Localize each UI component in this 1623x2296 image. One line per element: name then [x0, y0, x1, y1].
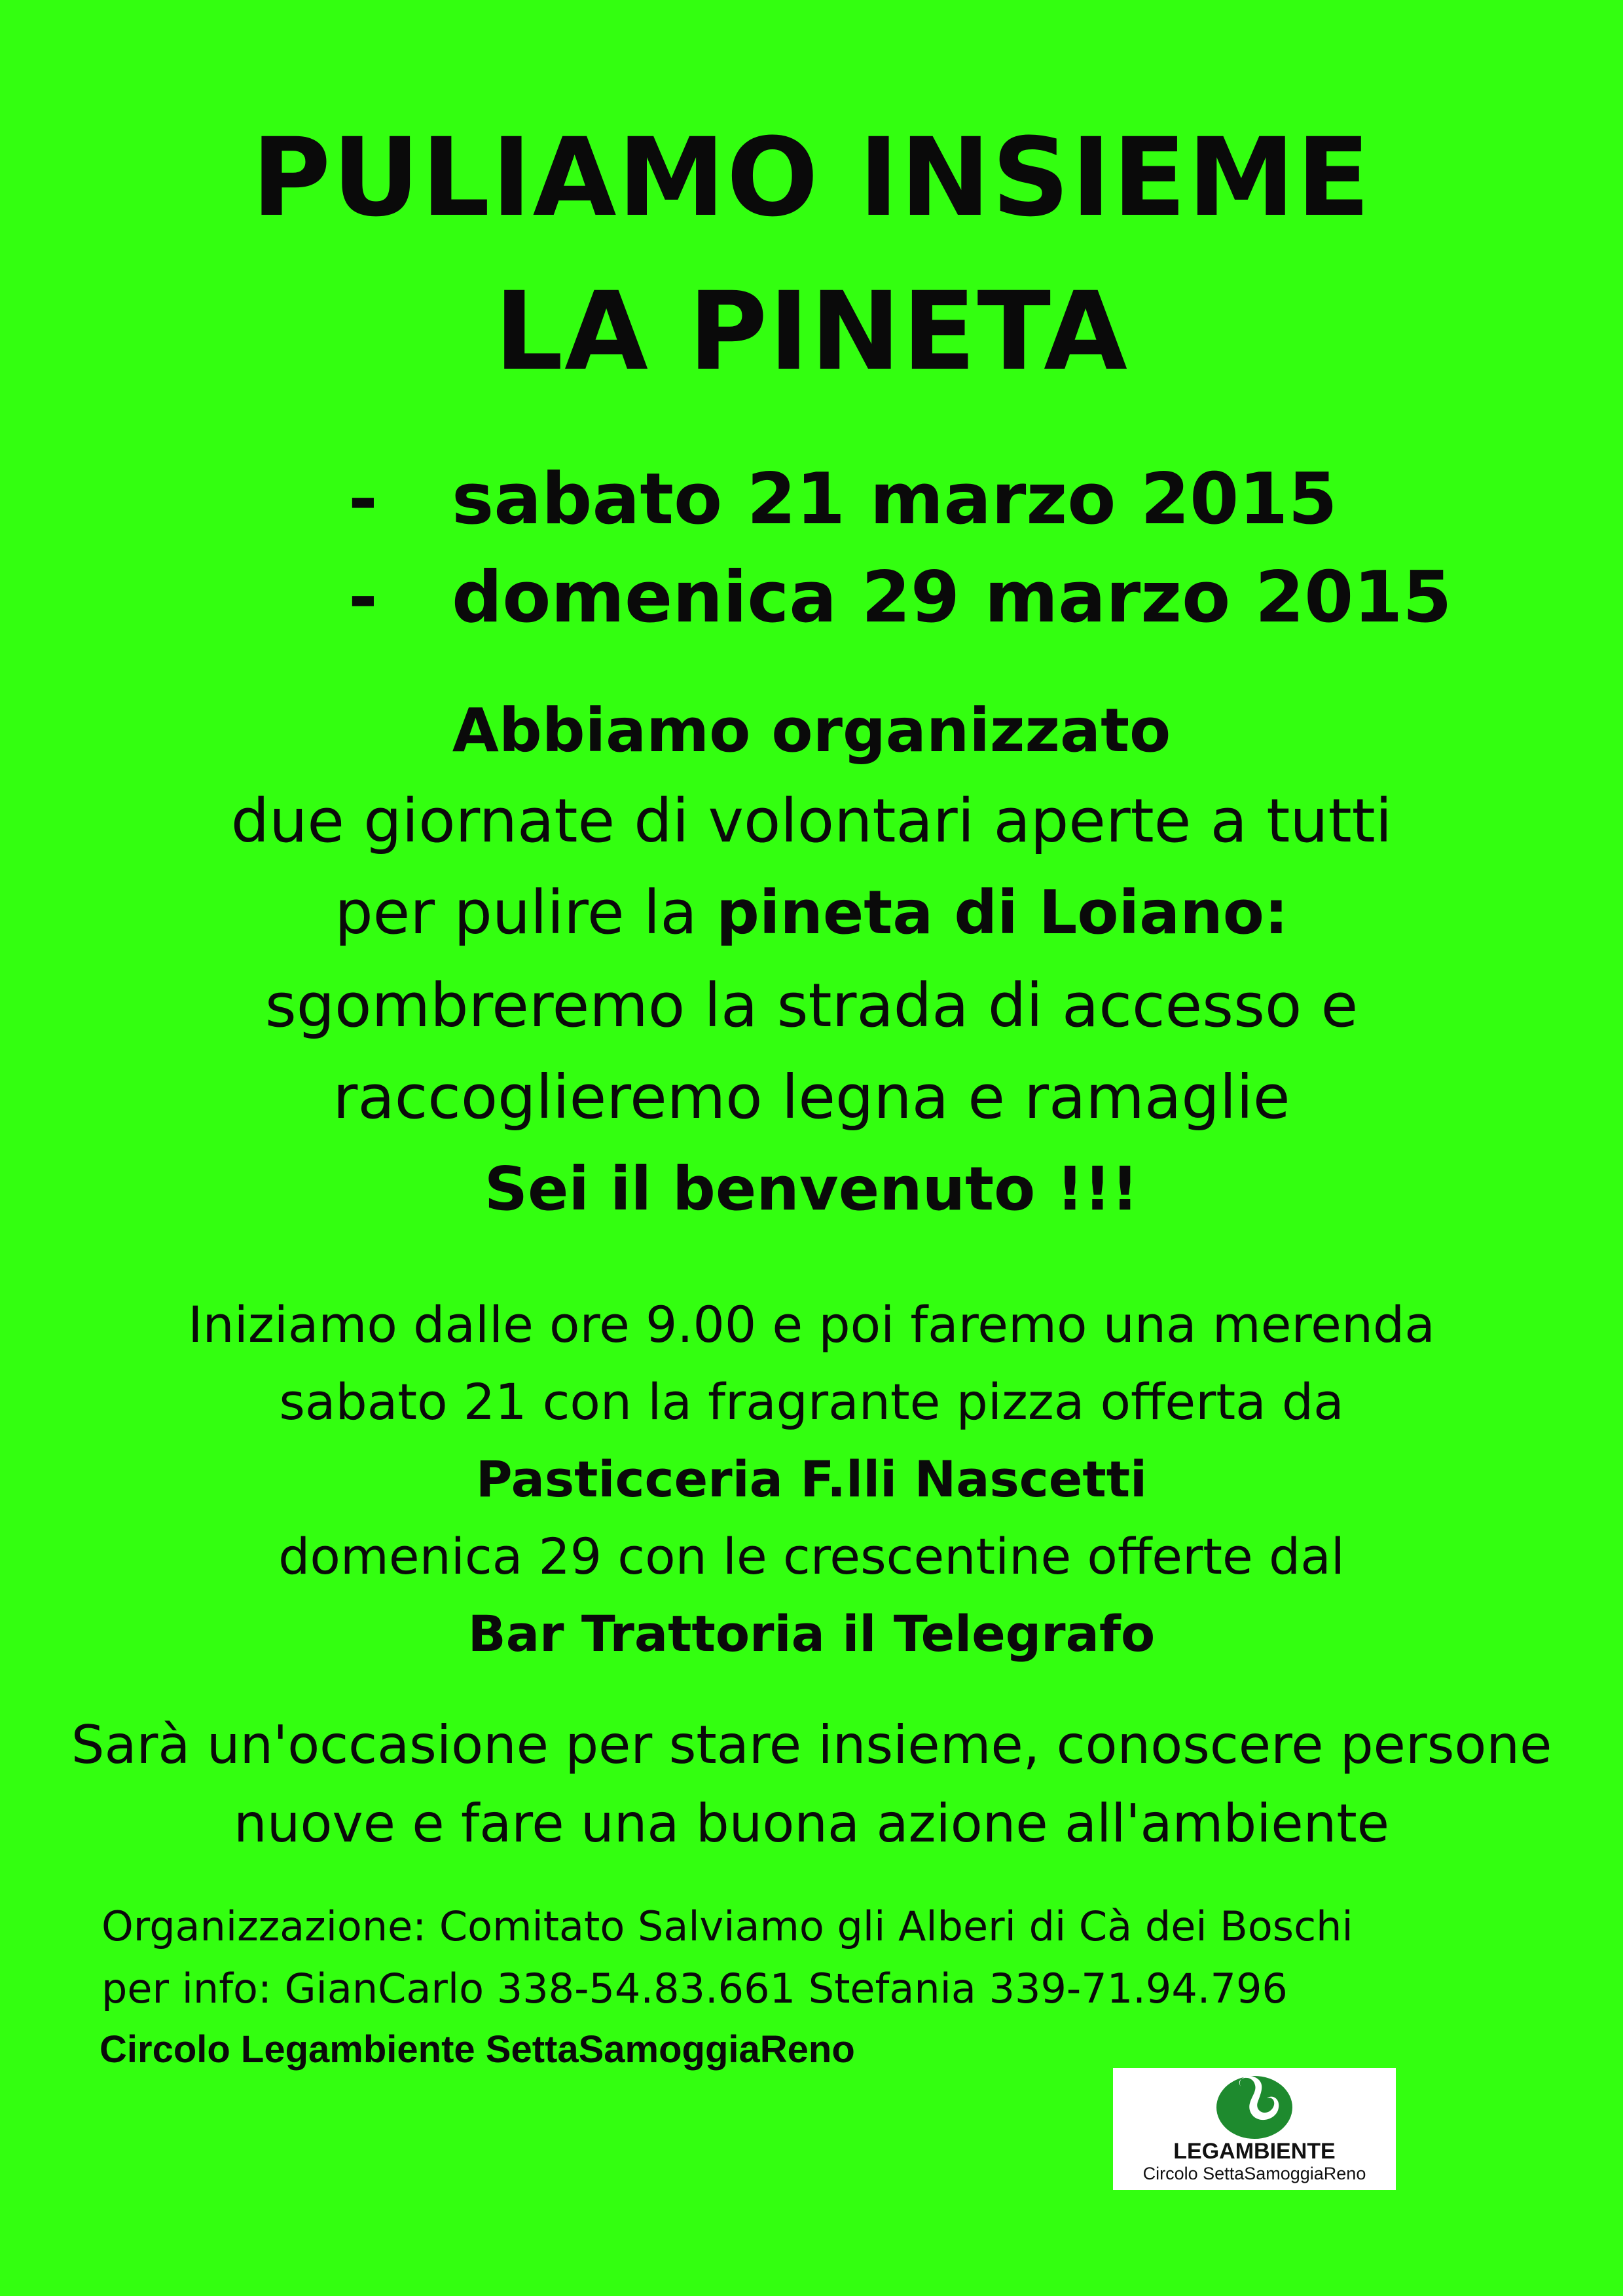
intro-line-5: raccoglieremo legna e ramaglie [333, 1062, 1290, 1132]
swan-icon [1214, 2068, 1294, 2141]
intro-line-3-prefix: per pulire la [335, 878, 716, 948]
intro-line-2: due giornate di volontari aperte a tutti [230, 786, 1393, 856]
intro-line-1: Abbiamo organizzato [452, 695, 1171, 766]
date-text: sabato 21 marzo 2015 [452, 458, 1338, 540]
title-line-2: LA PINETA [494, 268, 1129, 394]
logo-subtitle: Circolo SettaSamoggiaReno [1142, 2164, 1366, 2183]
welcome-line: Sei il benvenuto !!! [484, 1154, 1139, 1224]
schedule-line-4: domenica 29 con le crescentine offerte dal [278, 1527, 1345, 1585]
circolo-text: Circolo Legambiente SettaSamoggiaReno [100, 2028, 855, 2071]
organizer-text: Organizzazione: Comitato Salviamo gli Alberi di Cà dei Boschi [101, 1902, 1353, 1950]
date-text: domenica 29 marzo 2015 [452, 557, 1452, 639]
closing-line-2: nuove e fare una buona azione all'ambiente [234, 1793, 1389, 1854]
sponsor-2: Bar Trattoria il Telegrafo [467, 1604, 1156, 1663]
bullet-dash: - [348, 458, 378, 540]
legambiente-logo [1113, 2068, 1396, 2190]
sponsor-1: Pasticceria F.lli Nascetti [475, 1450, 1148, 1508]
bullet-dash: - [348, 557, 378, 639]
intro-line-4: sgombreremo la strada di accesso e [264, 971, 1359, 1041]
title-line-1: PULIAMO INSIEME [251, 115, 1372, 240]
schedule-line-1: Iniziamo dalle ore 9.00 e poi faremo una merenda [188, 1295, 1435, 1354]
schedule-line-2: sabato 21 con la fragrante pizza offerta da [279, 1373, 1344, 1431]
closing-line-1: Sarà un'occasione per stare insieme, conoscere persone [71, 1714, 1552, 1775]
intro-line-3 [0, 878, 1623, 948]
logo-name: LEGAMBIENTE [1173, 2139, 1336, 2164]
intro-line-3-place: pineta di Loiano: [716, 878, 1288, 948]
contact-info: per info: GianCarlo 338-54.83.661 Stefania 339-71.94.796 [101, 1965, 1288, 2012]
